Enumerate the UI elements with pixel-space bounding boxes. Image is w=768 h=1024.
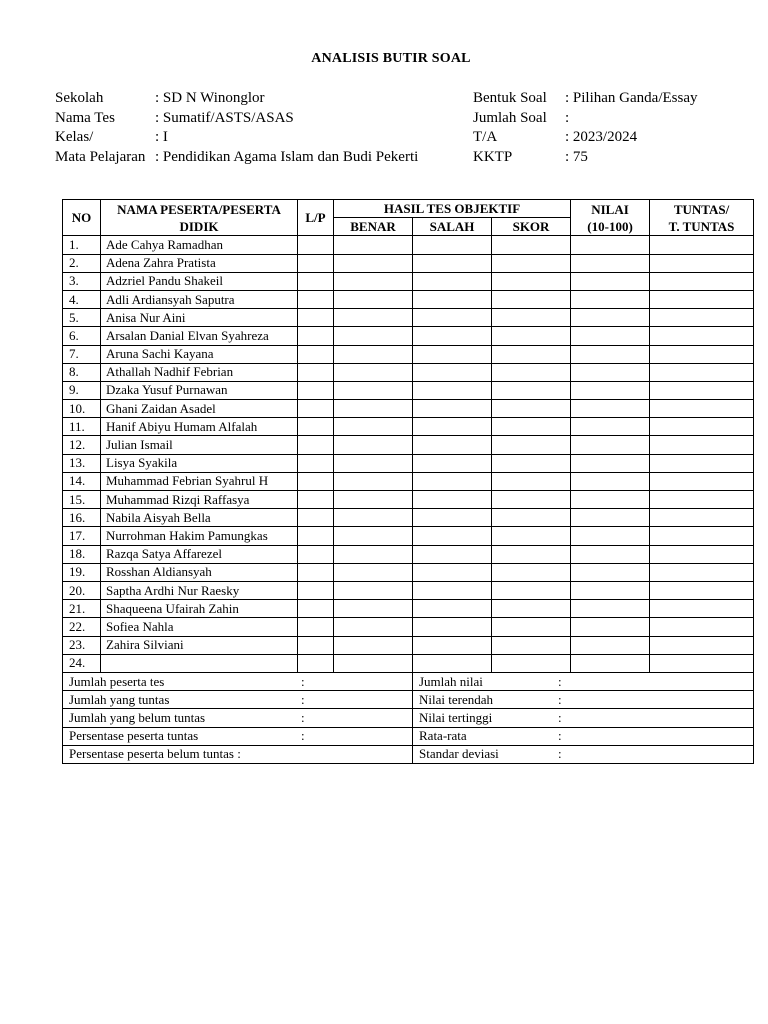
cell-no: 3. bbox=[63, 272, 101, 290]
summary-colon: : bbox=[301, 673, 305, 689]
cell-no: 12. bbox=[63, 436, 101, 454]
meta-value: : 2023/2024 bbox=[565, 129, 638, 145]
cell-tuntas bbox=[650, 345, 754, 363]
table-row bbox=[63, 290, 754, 308]
cell-skor bbox=[492, 418, 571, 436]
cell-no: 5. bbox=[63, 309, 101, 327]
cell-salah bbox=[413, 400, 492, 418]
table-row bbox=[63, 400, 754, 418]
cell-tuntas bbox=[650, 618, 754, 636]
table-row bbox=[63, 363, 754, 381]
cell-no: 13. bbox=[63, 454, 101, 472]
cell-benar bbox=[334, 400, 413, 418]
cell-nilai bbox=[571, 254, 650, 272]
cell-lp bbox=[298, 272, 334, 290]
cell-name: Nurrohman Hakim Pamungkas bbox=[101, 527, 298, 545]
meta-label: Jumlah Soal bbox=[473, 109, 547, 126]
summary-label: Jumlah peserta tes bbox=[69, 673, 165, 689]
meta-row-mata-pelajaran bbox=[55, 148, 418, 168]
meta-row-bentuk-soal bbox=[473, 89, 697, 109]
cell-lp bbox=[298, 236, 334, 254]
cell-salah bbox=[413, 272, 492, 290]
cell-skor bbox=[492, 581, 571, 599]
cell-skor bbox=[492, 509, 571, 527]
cell-benar bbox=[334, 381, 413, 399]
meta-label: Kelas/ bbox=[55, 129, 94, 145]
summary-right-cell bbox=[413, 709, 754, 727]
table-row bbox=[63, 600, 754, 618]
cell-skor bbox=[492, 381, 571, 399]
summary-label: Persentase peserta belum tuntas bbox=[69, 746, 234, 762]
cell-benar bbox=[334, 290, 413, 308]
table-row bbox=[63, 381, 754, 399]
summary-colon: : bbox=[558, 673, 562, 689]
cell-name: Hanif Abiyu Humam Alfalah bbox=[101, 418, 298, 436]
table-row bbox=[63, 254, 754, 272]
summary-colon: : bbox=[237, 746, 241, 762]
cell-no: 16. bbox=[63, 509, 101, 527]
cell-tuntas bbox=[650, 545, 754, 563]
cell-name: Shaqueena Ufairah Zahin bbox=[101, 600, 298, 618]
summary-right-cell bbox=[413, 691, 754, 709]
summary-left-cell bbox=[63, 745, 413, 763]
cell-no: 20. bbox=[63, 581, 101, 599]
meta-row-jumlah-soal bbox=[473, 109, 697, 129]
cell-lp bbox=[298, 618, 334, 636]
cell-salah bbox=[413, 290, 492, 308]
cell-lp bbox=[298, 545, 334, 563]
cell-lp bbox=[298, 381, 334, 399]
cell-salah bbox=[413, 618, 492, 636]
cell-benar bbox=[334, 436, 413, 454]
summary-colon: : bbox=[301, 728, 305, 744]
cell-nilai bbox=[571, 618, 650, 636]
cell-no: 22. bbox=[63, 618, 101, 636]
cell-tuntas bbox=[650, 563, 754, 581]
cell-skor bbox=[492, 327, 571, 345]
cell-no: 1. bbox=[63, 236, 101, 254]
summary-colon: : bbox=[558, 691, 562, 707]
cell-lp bbox=[298, 290, 334, 308]
header-no: NO bbox=[63, 200, 101, 236]
cell-tuntas bbox=[650, 290, 754, 308]
header-nilai-line2: (10-100) bbox=[587, 218, 633, 234]
cell-skor bbox=[492, 527, 571, 545]
cell-tuntas bbox=[650, 418, 754, 436]
analysis-table bbox=[62, 199, 754, 673]
meta-value: : SD N Winonglor bbox=[155, 90, 265, 106]
header-nilai-line1: NILAI bbox=[591, 201, 629, 217]
cell-lp bbox=[298, 527, 334, 545]
cell-name: Aruna Sachi Kayana bbox=[101, 345, 298, 363]
meta-left bbox=[55, 89, 418, 167]
summary-body bbox=[63, 673, 754, 764]
cell-benar bbox=[334, 472, 413, 490]
cell-benar bbox=[334, 272, 413, 290]
cell-lp bbox=[298, 563, 334, 581]
cell-tuntas bbox=[650, 400, 754, 418]
cell-tuntas bbox=[650, 436, 754, 454]
cell-no: 21. bbox=[63, 600, 101, 618]
cell-name: Ghani Zaidan Asadel bbox=[101, 400, 298, 418]
cell-skor bbox=[492, 236, 571, 254]
header-tuntas bbox=[650, 200, 754, 236]
cell-name: Athallah Nadhif Febrian bbox=[101, 363, 298, 381]
cell-tuntas bbox=[650, 309, 754, 327]
summary-right-cell bbox=[413, 673, 754, 691]
meta-value: : I bbox=[155, 129, 168, 145]
cell-nilai bbox=[571, 381, 650, 399]
cell-skor bbox=[492, 345, 571, 363]
cell-salah bbox=[413, 363, 492, 381]
table-row bbox=[63, 654, 754, 672]
cell-tuntas bbox=[650, 254, 754, 272]
cell-nilai bbox=[571, 545, 650, 563]
table-row bbox=[63, 272, 754, 290]
cell-salah bbox=[413, 563, 492, 581]
table-row bbox=[63, 327, 754, 345]
table-row bbox=[63, 527, 754, 545]
cell-skor bbox=[492, 400, 571, 418]
header-nama-line1: NAMA PESERTA/PESERTA bbox=[117, 201, 281, 217]
table-row bbox=[63, 491, 754, 509]
cell-name: Dzaka Yusuf Purnawan bbox=[101, 381, 298, 399]
cell-tuntas bbox=[650, 581, 754, 599]
header-salah: SALAH bbox=[413, 218, 492, 236]
meta-row-sekolah bbox=[55, 89, 418, 109]
cell-lp bbox=[298, 491, 334, 509]
cell-name: Zahira Silviani bbox=[101, 636, 298, 654]
cell-name: Muhammad Febrian Syahrul H bbox=[101, 472, 298, 490]
cell-benar bbox=[334, 345, 413, 363]
cell-tuntas bbox=[650, 600, 754, 618]
summary-label: Nilai tertinggi bbox=[419, 709, 493, 725]
cell-benar bbox=[334, 527, 413, 545]
cell-lp bbox=[298, 436, 334, 454]
table-body bbox=[63, 236, 754, 673]
header-skor: SKOR bbox=[492, 218, 571, 236]
cell-tuntas bbox=[650, 381, 754, 399]
summary-label: Jumlah nilai bbox=[419, 673, 483, 689]
table-row bbox=[63, 236, 754, 254]
cell-lp bbox=[298, 345, 334, 363]
cell-benar bbox=[334, 327, 413, 345]
cell-skor bbox=[492, 563, 571, 581]
cell-name: Nabila Aisyah Bella bbox=[101, 509, 298, 527]
cell-nilai bbox=[571, 600, 650, 618]
cell-name: Julian Ismail bbox=[101, 436, 298, 454]
cell-nilai bbox=[571, 509, 650, 527]
cell-lp bbox=[298, 400, 334, 418]
header-nilai bbox=[571, 200, 650, 236]
summary-table bbox=[62, 672, 754, 764]
cell-benar bbox=[334, 363, 413, 381]
cell-salah bbox=[413, 636, 492, 654]
cell-salah bbox=[413, 236, 492, 254]
meta-label: KKTP bbox=[473, 148, 513, 165]
cell-skor bbox=[492, 272, 571, 290]
table-row bbox=[63, 618, 754, 636]
cell-no: 4. bbox=[63, 290, 101, 308]
cell-no: 17. bbox=[63, 527, 101, 545]
cell-nilai bbox=[571, 472, 650, 490]
cell-nilai bbox=[571, 491, 650, 509]
cell-tuntas bbox=[650, 491, 754, 509]
cell-no: 14. bbox=[63, 472, 101, 490]
cell-tuntas bbox=[650, 454, 754, 472]
cell-benar bbox=[334, 636, 413, 654]
cell-name: Ade Cahya Ramadhan bbox=[101, 236, 298, 254]
cell-lp bbox=[298, 309, 334, 327]
cell-skor bbox=[492, 472, 571, 490]
summary-colon: : bbox=[301, 691, 305, 707]
summary-left-cell bbox=[63, 709, 413, 727]
summary-label: Jumlah yang tuntas bbox=[69, 691, 170, 707]
table-row bbox=[63, 345, 754, 363]
cell-benar bbox=[334, 509, 413, 527]
cell-no: 19. bbox=[63, 563, 101, 581]
meta-value: : Pilihan Ganda/Essay bbox=[565, 90, 698, 106]
cell-tuntas bbox=[650, 272, 754, 290]
summary-row bbox=[63, 673, 754, 691]
cell-no: 24. bbox=[63, 654, 101, 672]
cell-no: 9. bbox=[63, 381, 101, 399]
cell-skor bbox=[492, 436, 571, 454]
cell-benar bbox=[334, 491, 413, 509]
table-row bbox=[63, 636, 754, 654]
cell-salah bbox=[413, 381, 492, 399]
header-benar: BENAR bbox=[334, 218, 413, 236]
cell-name: Arsalan Danial Elvan Syahreza bbox=[101, 327, 298, 345]
summary-row bbox=[63, 727, 754, 745]
table-row bbox=[63, 472, 754, 490]
cell-lp bbox=[298, 581, 334, 599]
cell-name: Adli Ardiansyah Saputra bbox=[101, 290, 298, 308]
cell-tuntas bbox=[650, 472, 754, 490]
cell-tuntas bbox=[650, 527, 754, 545]
cell-salah bbox=[413, 654, 492, 672]
cell-lp bbox=[298, 254, 334, 272]
cell-no: 23. bbox=[63, 636, 101, 654]
cell-lp bbox=[298, 472, 334, 490]
cell-benar bbox=[334, 581, 413, 599]
cell-name: Adzriel Pandu Shakeil bbox=[101, 272, 298, 290]
cell-no: 15. bbox=[63, 491, 101, 509]
table-row bbox=[63, 436, 754, 454]
summary-right-cell bbox=[413, 727, 754, 745]
table-row bbox=[63, 418, 754, 436]
header-tuntas-line1: TUNTAS/ bbox=[673, 201, 730, 217]
cell-lp bbox=[298, 363, 334, 381]
cell-salah bbox=[413, 472, 492, 490]
cell-tuntas bbox=[650, 327, 754, 345]
cell-name: Adena Zahra Pratista bbox=[101, 254, 298, 272]
cell-skor bbox=[492, 545, 571, 563]
cell-no: 2. bbox=[63, 254, 101, 272]
cell-nilai bbox=[571, 290, 650, 308]
summary-row bbox=[63, 745, 754, 763]
meta-label: T/A bbox=[473, 129, 498, 145]
cell-salah bbox=[413, 545, 492, 563]
cell-skor bbox=[492, 254, 571, 272]
cell-salah bbox=[413, 309, 492, 327]
cell-nilai bbox=[571, 345, 650, 363]
cell-salah bbox=[413, 418, 492, 436]
cell-salah bbox=[413, 327, 492, 345]
table-row bbox=[63, 509, 754, 527]
cell-name: Razqa Satya Affarezel bbox=[101, 545, 298, 563]
summary-left-cell bbox=[63, 691, 413, 709]
cell-salah bbox=[413, 254, 492, 272]
summary-row bbox=[63, 709, 754, 727]
cell-tuntas bbox=[650, 363, 754, 381]
meta-label: Nama Tes bbox=[55, 109, 115, 126]
cell-nilai bbox=[571, 418, 650, 436]
cell-benar bbox=[334, 545, 413, 563]
cell-no: 10. bbox=[63, 400, 101, 418]
cell-salah bbox=[413, 436, 492, 454]
cell-lp bbox=[298, 600, 334, 618]
cell-no: 18. bbox=[63, 545, 101, 563]
summary-row bbox=[63, 691, 754, 709]
cell-benar bbox=[334, 654, 413, 672]
summary-label: Standar deviasi bbox=[419, 746, 499, 762]
cell-no: 6. bbox=[63, 327, 101, 345]
cell-lp bbox=[298, 509, 334, 527]
cell-tuntas bbox=[650, 236, 754, 254]
cell-lp bbox=[298, 327, 334, 345]
cell-nilai bbox=[571, 563, 650, 581]
summary-label: Rata-rata bbox=[419, 728, 467, 744]
cell-benar bbox=[334, 418, 413, 436]
summary-colon: : bbox=[558, 709, 562, 725]
summary-label: Jumlah yang belum tuntas bbox=[69, 709, 206, 725]
cell-nilai bbox=[571, 309, 650, 327]
meta-label: Bentuk Soal bbox=[473, 90, 547, 106]
cell-benar bbox=[334, 236, 413, 254]
cell-nilai bbox=[571, 363, 650, 381]
cell-lp bbox=[298, 418, 334, 436]
cell-nilai bbox=[571, 636, 650, 654]
cell-skor bbox=[492, 363, 571, 381]
summary-colon: : bbox=[558, 746, 562, 762]
meta-row-ta bbox=[473, 128, 697, 148]
cell-nilai bbox=[571, 527, 650, 545]
summary-colon: : bbox=[558, 728, 562, 744]
meta-value: : bbox=[565, 109, 570, 126]
cell-nilai bbox=[571, 272, 650, 290]
cell-nilai bbox=[571, 654, 650, 672]
cell-benar bbox=[334, 254, 413, 272]
cell-tuntas bbox=[650, 509, 754, 527]
cell-name: Saptha Ardhi Nur Raesky bbox=[101, 581, 298, 599]
cell-nilai bbox=[571, 454, 650, 472]
cell-salah bbox=[413, 600, 492, 618]
cell-name: Anisa Nur Aini bbox=[101, 309, 298, 327]
cell-benar bbox=[334, 618, 413, 636]
cell-benar bbox=[334, 563, 413, 581]
cell-nilai bbox=[571, 327, 650, 345]
cell-salah bbox=[413, 491, 492, 509]
cell-skor bbox=[492, 454, 571, 472]
cell-name: Muhammad Rizqi Raffasya bbox=[101, 491, 298, 509]
table-row bbox=[63, 563, 754, 581]
cell-name: Rosshan Aldiansyah bbox=[101, 563, 298, 581]
header-hasil: HASIL TES OBJEKTIF bbox=[334, 200, 571, 218]
cell-skor bbox=[492, 290, 571, 308]
meta-right bbox=[473, 89, 697, 167]
meta-label: Mata Pelajaran bbox=[55, 148, 146, 165]
cell-benar bbox=[334, 600, 413, 618]
cell-lp bbox=[298, 454, 334, 472]
cell-nilai bbox=[571, 581, 650, 599]
meta-row-kktp bbox=[473, 148, 697, 168]
cell-skor bbox=[492, 600, 571, 618]
meta-label: Sekolah bbox=[55, 90, 104, 106]
cell-salah bbox=[413, 509, 492, 527]
cell-salah bbox=[413, 527, 492, 545]
summary-label: Nilai terendah bbox=[419, 691, 493, 707]
cell-skor bbox=[492, 618, 571, 636]
summary-label: Persentase peserta tuntas bbox=[69, 728, 199, 744]
header-nama bbox=[101, 200, 298, 236]
cell-salah bbox=[413, 454, 492, 472]
cell-benar bbox=[334, 454, 413, 472]
cell-no: 7. bbox=[63, 345, 101, 363]
cell-skor bbox=[492, 636, 571, 654]
header-row-1 bbox=[63, 200, 754, 218]
meta-row-nama-tes bbox=[55, 109, 418, 129]
cell-nilai bbox=[571, 400, 650, 418]
cell-no: 11. bbox=[63, 418, 101, 436]
cell-lp bbox=[298, 654, 334, 672]
meta-value: : Pendidikan Agama Islam dan Budi Pekerti bbox=[155, 148, 419, 165]
cell-skor bbox=[492, 654, 571, 672]
cell-skor bbox=[492, 491, 571, 509]
summary-colon: : bbox=[301, 709, 305, 725]
header-tuntas-line2: T. TUNTAS bbox=[668, 218, 735, 234]
summary-left-cell bbox=[63, 727, 413, 745]
cell-no: 8. bbox=[63, 363, 101, 381]
summary-left-cell bbox=[63, 673, 413, 691]
table-row bbox=[63, 454, 754, 472]
cell-tuntas bbox=[650, 654, 754, 672]
meta-value: : Sumatif/ASTS/ASAS bbox=[155, 109, 294, 126]
cell-name: Lisya Syakila bbox=[101, 454, 298, 472]
summary-right-cell bbox=[413, 745, 754, 763]
meta-value: : 75 bbox=[565, 148, 588, 165]
cell-benar bbox=[334, 309, 413, 327]
cell-name: Sofiea Nahla bbox=[101, 618, 298, 636]
cell-lp bbox=[298, 636, 334, 654]
cell-tuntas bbox=[650, 636, 754, 654]
cell-salah bbox=[413, 345, 492, 363]
cell-name bbox=[101, 654, 298, 672]
document-title: ANALISIS BUTIR SOAL bbox=[311, 51, 471, 66]
table-row bbox=[63, 545, 754, 563]
table-row bbox=[63, 581, 754, 599]
header-nama-line2: DIDIK bbox=[179, 218, 219, 234]
table-row bbox=[63, 309, 754, 327]
cell-nilai bbox=[571, 236, 650, 254]
header-lp: L/P bbox=[298, 200, 334, 236]
cell-salah bbox=[413, 581, 492, 599]
cell-nilai bbox=[571, 436, 650, 454]
cell-skor bbox=[492, 309, 571, 327]
meta-row-kelas bbox=[55, 128, 418, 148]
